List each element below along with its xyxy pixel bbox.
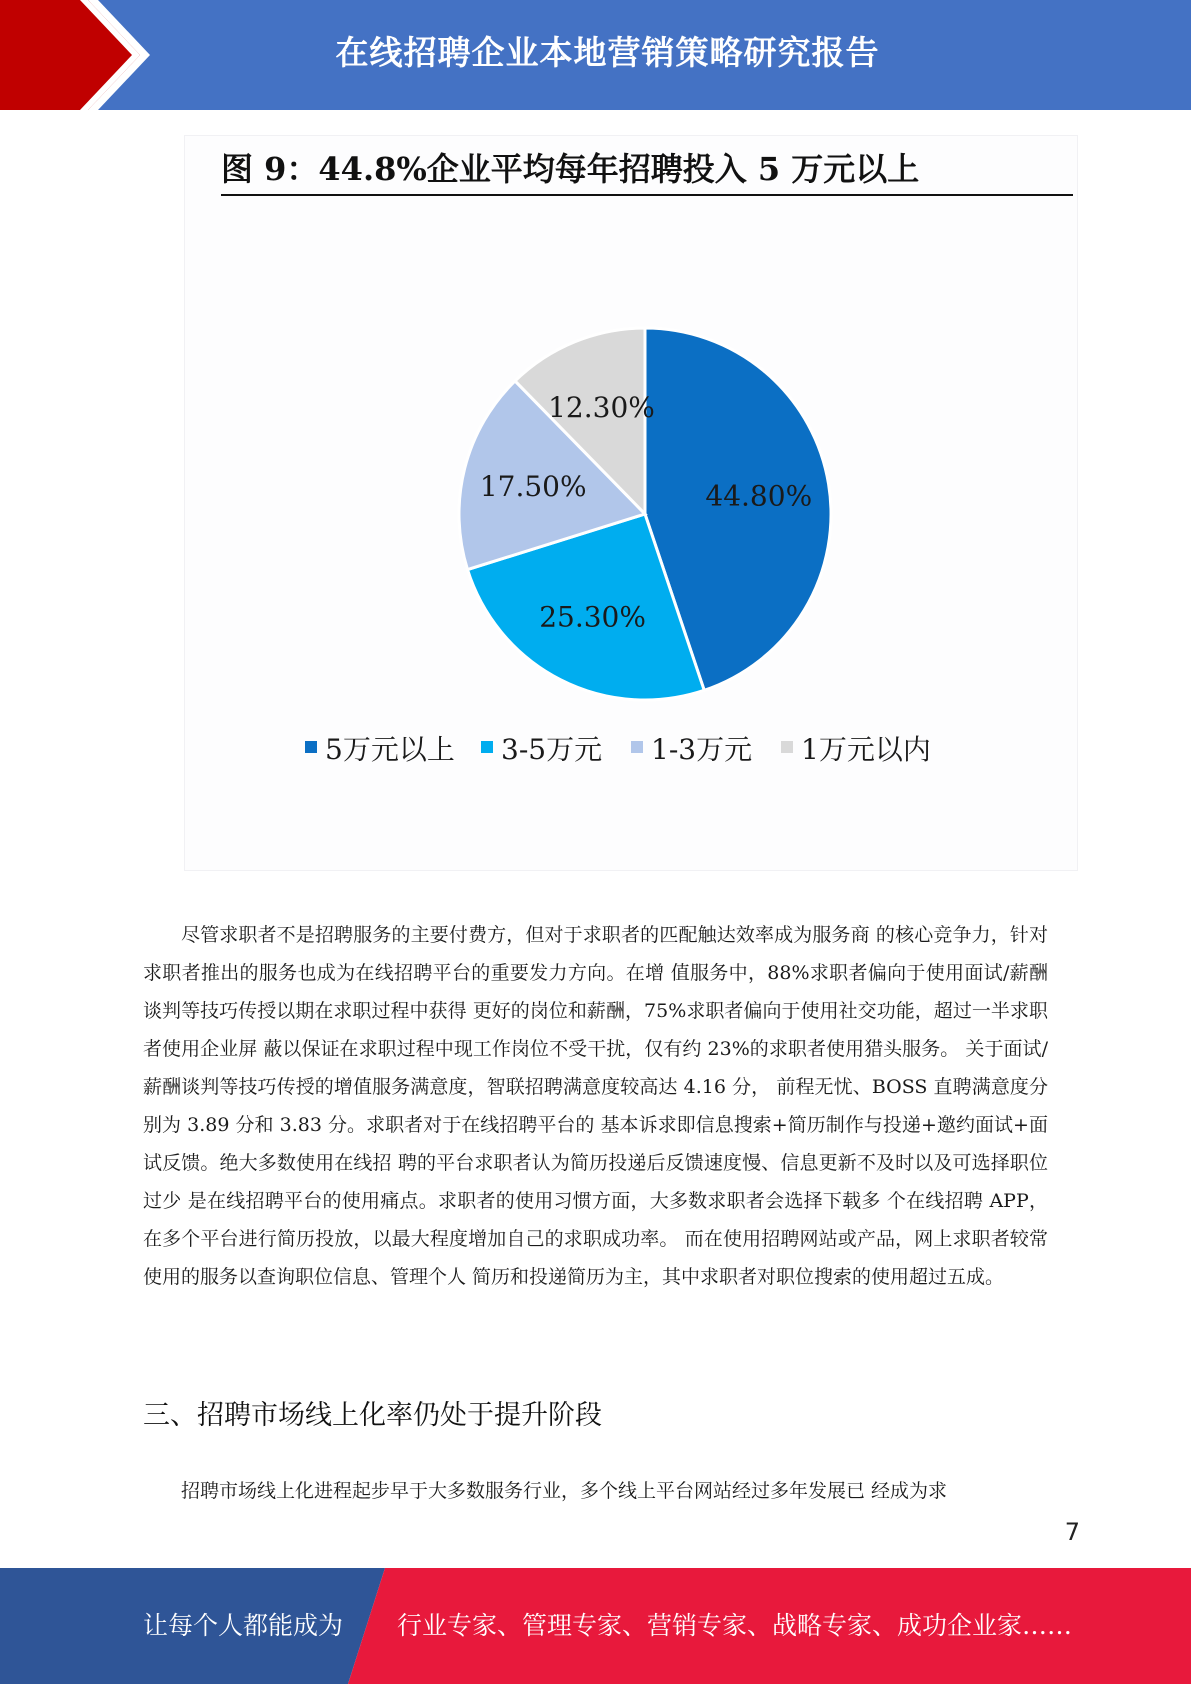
figure-title: 图 9：44.8%企业平均每年招聘投入 5 万元以上	[221, 144, 1073, 196]
pie-chart	[185, 136, 1077, 870]
body-paragraph-1: 尽管求职者不是招聘服务的主要付费方，但对于求职者的匹配触达效率成为服务商 的核心竞争力，针对求职者推出的服务也成为在线招聘平台的重要发力方向。在增 值服务中，88%求职者偏向于使用面试/薪酬谈判等技巧传授以期在求职过程中获得 更好的岗位和薪酬，75%求职者偏向于使用社交功能，超过一半求职者使用企业屏 蔽以保证在求职过程中现工作岗位不受干扰，仅有约 23%的求职者使用猎头服务。 关于面试/薪酬谈判等技巧传授的增值服务满意度，智联招聘满意度较高达 4.16 分， 前程无忧、BOSS 直聘满意度分别为 3.89 分和 3.83 分。求职者对于在线招聘平台的 基本诉求即信息搜索+简历制作与投递+邀约面试+面试反馈。绝大多数使用在线招 聘的平台求职者认为简历投递后反馈速度慢、信息更新不及时以及可选择职位过少 是在线招聘平台的使用痛点。求职者的使用习惯方面，大多数求职者会选择下载多 个在线招聘 APP，在多个平台进行简历投放，以最大程度增加自己的求职成功率。 而在使用招聘网站或产品，网上求职者较常使用的服务以查询职位信息、管理个人 简历和投递简历为主，其中求职者对职位搜索的使用超过五成。	[143, 924, 1048, 1288]
pie-data-label-2: 17.50%	[479, 469, 587, 503]
legend-swatch-1	[481, 741, 493, 753]
page-number: 7	[1064, 1518, 1080, 1546]
footer-slogan-left: 让每个人都能成为	[143, 1611, 344, 1640]
legend-label-0: 5万元以上	[325, 733, 455, 766]
pie-data-label-3: 12.30%	[548, 391, 655, 425]
pie-slices	[459, 328, 831, 700]
body-paragraph-2: 招聘市场线上化进程起步早于大多数服务行业，多个线上平台网站经过多年发展已 经成为求	[181, 1480, 948, 1502]
page-footer	[0, 1568, 1191, 1684]
figure-panel	[184, 135, 1078, 871]
legend-label-3: 1万元以内	[801, 733, 931, 766]
legend-swatch-0	[305, 741, 317, 753]
pie-legend	[305, 733, 931, 766]
pie-data-label-1: 25.30%	[539, 600, 646, 634]
legend-label-1: 3-5万元	[501, 733, 603, 766]
section-heading: 三、招聘市场线上化率仍处于提升阶段	[143, 1400, 602, 1431]
page-header	[0, 0, 1191, 110]
pie-data-label-0: 44.80%	[705, 479, 813, 513]
legend-label-2: 1-3万元	[651, 733, 753, 766]
report-title: 在线招聘企业本地营销策略研究报告	[335, 33, 880, 72]
footer-slogan-right: 行业专家、管理专家、营销专家、战略专家、成功企业家……	[397, 1611, 1073, 1640]
legend-swatch-3	[781, 741, 793, 753]
legend-swatch-2	[631, 741, 643, 753]
